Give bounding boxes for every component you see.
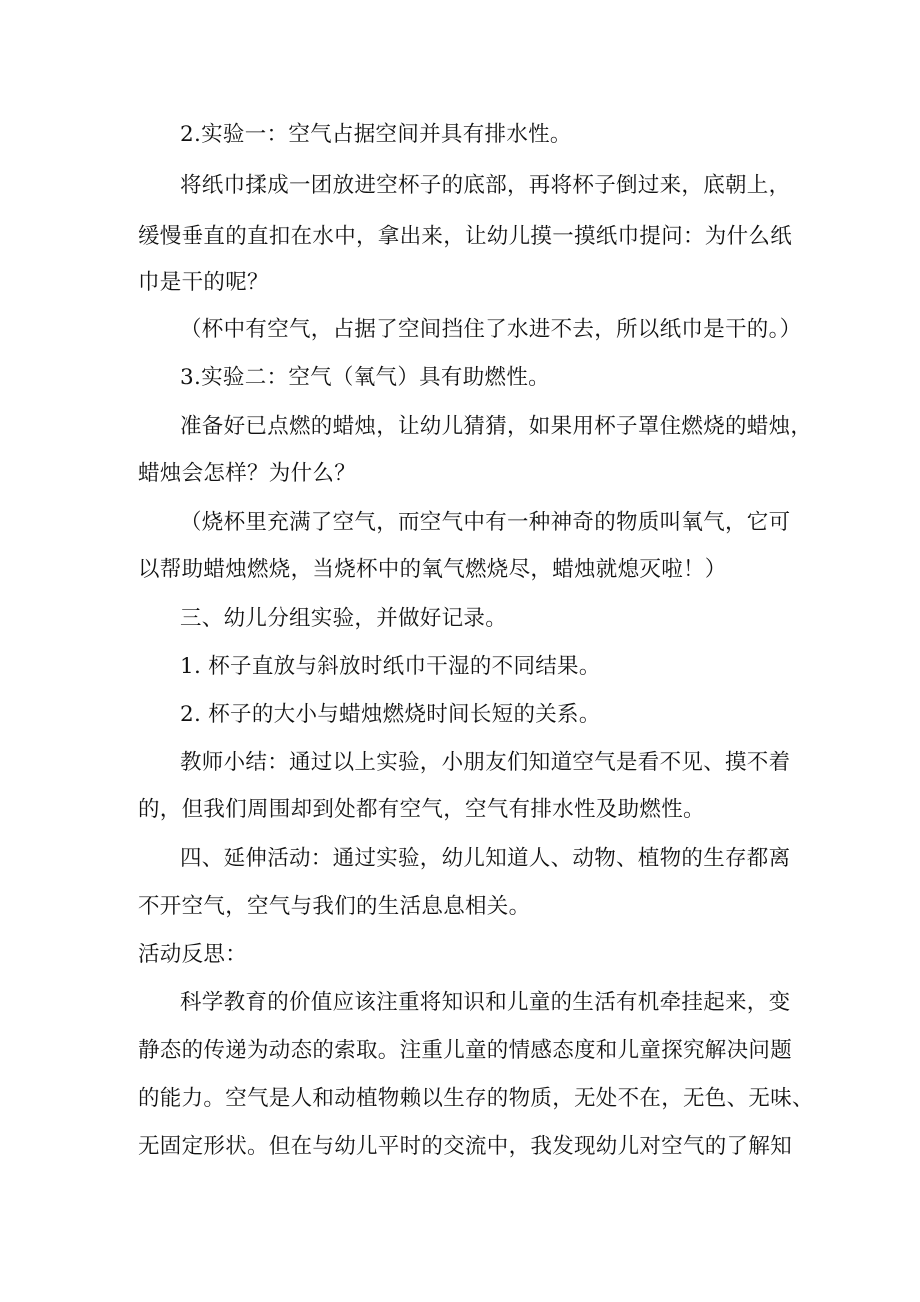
section-heading-group-experiment: 三、幼儿分组实验，并做好记录。 [180,606,508,631]
heading-experiment-two: 3.实验二：空气（氧气）具有助燃性。 [180,365,550,390]
paragraph-line: 科学教育的价值应该注重将知识和儿童的生活有机牵挂起来，变 [180,990,791,1015]
paragraph-line: 无固定形状。但在与幼儿平时的交流中，我发现幼儿对空气的了解知 [138,1134,793,1159]
paragraph-line: （烧杯里充满了空气，而空气中有一种神奇的物质叫氧气，它可 [180,510,791,535]
paragraph-line: 的，但我们周围却到处都有空气，空气有排水性及助燃性。 [138,797,705,822]
paragraph-line: （杯中有空气，占据了空间挡住了水进不去，所以纸巾是干的。） [180,317,802,342]
section-heading-reflection: 活动反思： [138,942,248,967]
paragraph-line: 的能力。空气是人和动植物赖以生存的物质，无处不在，无色、无味、 [138,1086,814,1111]
heading-experiment-one: 2.实验一：空气占据空间并具有排水性。 [180,122,572,147]
paragraph-line: 教师小结：通过以上实验，小朋友们知道空气是看不见、摸不着 [180,750,791,775]
section-heading-extension: 四、延伸活动：通过实验，幼儿知道人、动物、植物的生存都离 [180,846,791,871]
paragraph-line: 静态的传递为动态的索取。注重儿童的情感态度和儿童探究解决问题 [138,1038,793,1063]
paragraph-line: 缓慢垂直的直扣在水中，拿出来，让幼儿摸一摸纸巾提问：为什么纸 [138,224,793,249]
list-item: 1. 杯子直放与斜放时纸巾干湿的不同结果。 [180,654,601,679]
paragraph-line: 不开空气，空气与我们的生活息息相关。 [138,894,531,919]
paragraph-line: 以帮助蜡烛燃烧，当烧杯中的氧气燃烧尽，蜡烛就熄灭啦！） [138,557,727,582]
list-item: 2. 杯子的大小与蜡烛燃烧时间长短的关系。 [180,702,601,727]
paragraph-line: 将纸巾揉成一团放进空杯子的底部，再将杯子倒过来，底朝上， [180,173,791,198]
paragraph-line: 巾是干的呢？ [138,270,269,295]
paragraph-line: 准备好已点燃的蜡烛，让幼儿猜猜，如果用杯子罩住燃烧的蜡烛， [180,414,813,439]
paragraph-line: 蜡烛会怎样？为什么？ [138,461,357,486]
